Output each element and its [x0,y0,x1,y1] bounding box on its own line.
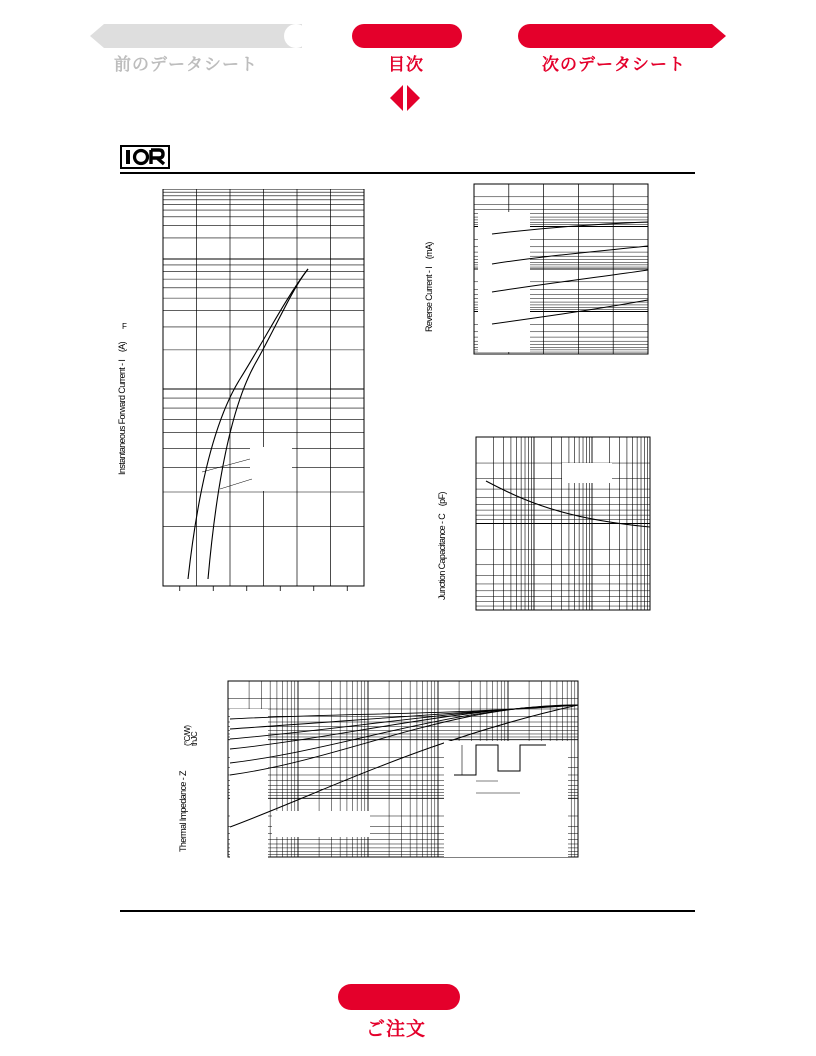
prev-datasheet-button[interactable] [90,24,302,50]
capacitance-chart [474,435,654,613]
legend-box [230,709,268,859]
order-button[interactable] [338,984,460,1010]
capacitance-ylabel: Junction Capacitance - C (pF) [437,492,447,600]
previous-page-arrow-icon [390,85,403,111]
inset-box [444,741,568,857]
series-curve-b [208,269,308,579]
legend-box [250,447,292,491]
legend-box [562,463,612,483]
thermal-ylabel-sub: thJC [190,731,199,746]
prev-datasheet-label[interactable]: 前のデータシート [114,55,258,75]
toc-button[interactable] [352,24,462,48]
forward-current-chart [160,189,370,594]
toc-label[interactable]: 目次 [388,55,424,75]
reverse-current-chart [472,182,652,358]
thermal-impedance-chart [226,679,580,859]
header-rule [120,172,695,174]
page-turn-icon[interactable] [388,84,422,112]
capacitance-curve [486,481,650,527]
prev-pill-cap [284,24,308,48]
next-datasheet-button[interactable] [518,24,728,50]
ir-logo-mark [123,148,167,166]
reverse-ylabel: Reverse Current - I (mA) [424,242,434,332]
next-datasheet-label[interactable]: 次のデータシート [542,55,686,75]
thermal-ylabel-unit: (°C/W) [183,725,192,746]
series-curve-a [188,269,308,579]
footer-rule [120,910,695,912]
prev-arrow-shape [90,24,302,48]
legend-leader [220,479,252,489]
forward-ylabel: Instantaneous Forward Current - I (A) [117,341,127,475]
forward-ylabel-sub: F [122,322,127,331]
ir-logo [120,145,170,169]
legend-leader [202,459,250,472]
annotation-box [272,811,370,837]
next-page-arrow-icon [407,85,420,111]
order-label[interactable]: ご注文 [366,1018,427,1040]
thermal-ylabel: Thermal Impedance - Z [178,771,188,852]
